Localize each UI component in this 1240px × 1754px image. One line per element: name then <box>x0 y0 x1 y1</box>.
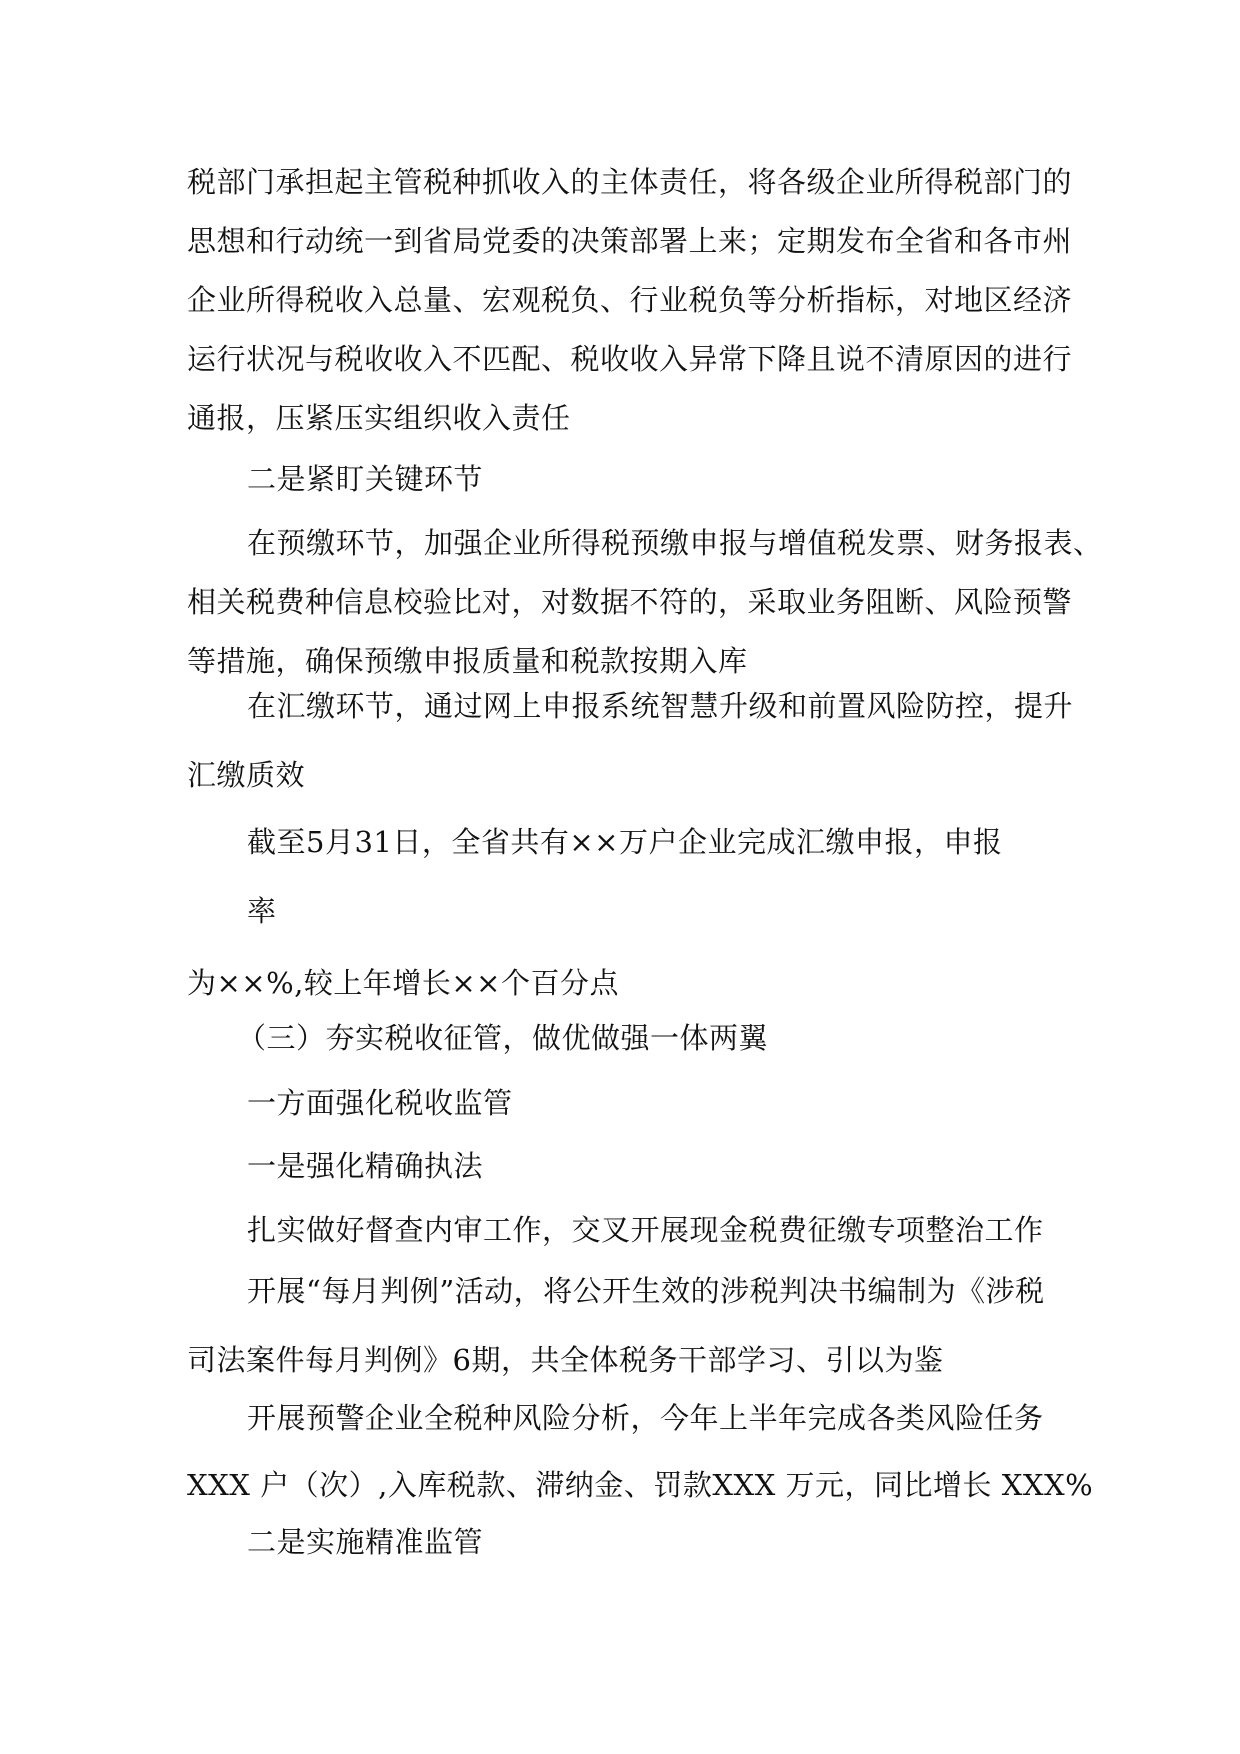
section-heading: 一是强化精确执法 <box>247 1149 484 1183</box>
paragraph-line: 思想和行动统一到省局党委的决策部署上来；定期发布全省和各市州 <box>187 224 1073 258</box>
paragraph-line: 率 <box>247 894 277 928</box>
paragraph-line: 相关税费种信息校验比对，对数据不符的，采取业务阻断、风险预警 <box>187 585 1073 619</box>
paragraph-line: 等措施，确保预缴申报质量和税款按期入库 <box>187 644 748 678</box>
paragraph-line: 司法案件每月判例》6期，共全体税务干部学习、引以为鉴 <box>187 1343 944 1377</box>
paragraph-line: 开展“每月判例”活动，将公开生效的涉税判决书编制为《涉税 <box>247 1274 1045 1308</box>
section-heading: （三）夯实税收征管，做优做强一体两翼 <box>237 1021 769 1055</box>
paragraph-line: 通报，压紧压实组织收入责任 <box>187 401 571 435</box>
paragraph-line: 扎实做好督查内审工作，交叉开展现金税费征缴专项整治工作 <box>247 1213 1044 1247</box>
paragraph-line: 开展预警企业全税种风险分析，今年上半年完成各类风险任务 <box>247 1401 1044 1435</box>
paragraph-line: 在预缴环节，加强企业所得税预缴申报与增值税发票、财务报表、 <box>247 526 1103 560</box>
paragraph-line: 税部门承担起主管税种抓收入的主体责任，将各级企业所得税部门的 <box>187 165 1073 199</box>
paragraph-line: XXX 户（次）,入库税款、滞纳金、罚款XXX 万元，同比增长 XXX% <box>187 1468 1094 1502</box>
paragraph-line: 截至5月31日，全省共有××万户企业完成汇缴申报，申报 <box>247 825 1003 859</box>
paragraph-line: 汇缴质效 <box>187 758 306 792</box>
section-heading: 二是实施精准监管 <box>247 1525 484 1559</box>
paragraph-line: 企业所得税收入总量、宏观税负、行业税负等分析指标，对地区经济 <box>187 283 1073 317</box>
paragraph-line: 为××%,较上年增长××个百分点 <box>187 966 619 1000</box>
section-heading: 一方面强化税收监管 <box>247 1086 513 1120</box>
paragraph-line: 在汇缴环节，通过网上申报系统智慧升级和前置风险防控，提升 <box>247 689 1074 723</box>
section-heading: 二是紧盯关键环节 <box>247 462 484 496</box>
paragraph-line: 运行状况与税收收入不匹配、税收收入异常下降且说不清原因的进行 <box>187 342 1073 376</box>
